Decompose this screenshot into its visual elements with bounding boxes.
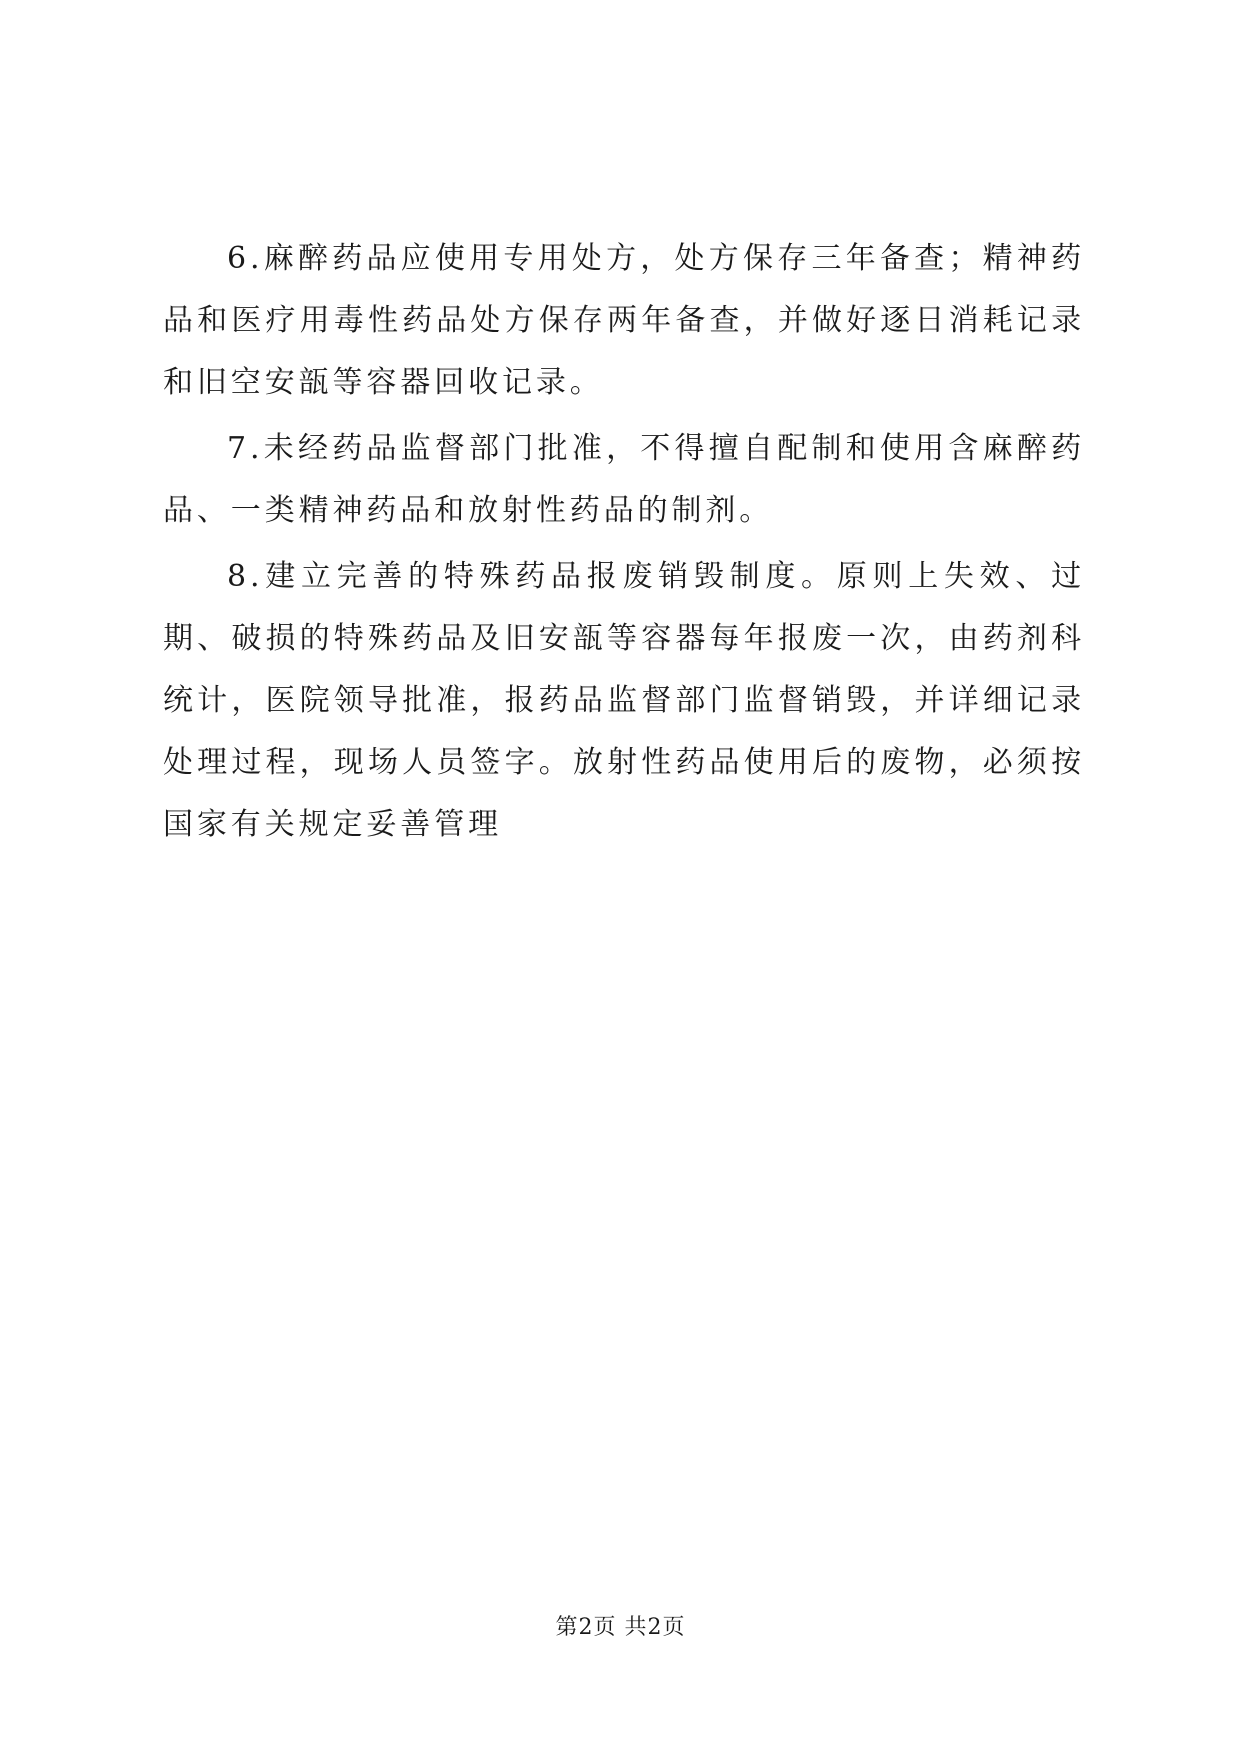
paragraph-item-8: 8.建立完善的特殊药品报废销毁制度。原则上失效、过期、破损的特殊药品及旧安瓿等容器每年报废一次，由药剂科统计，医院领导批准，报药品监督部门监督销毁，并详细记录处理过程，现场人员签字。放射性药品使用后的废物，必须按国家有关规定妥善管理 xyxy=(163,559,1085,842)
paragraph-item-7: 7.未经药品监督部门批准，不得擅自配制和使用含麻醉药品、一类精神药品和放射性药品的制剂。 xyxy=(163,431,1085,528)
page-footer: 第2页 共2页 xyxy=(555,1615,686,1640)
paragraph-item-6: 6.麻醉药品应使用专用处方，处方保存三年备查；精神药品和医疗用毒性药品处方保存两年备查，并做好逐日消耗记录和旧空安瓿等容器回收记录。 xyxy=(163,241,1085,400)
document-body xyxy=(163,228,1085,860)
